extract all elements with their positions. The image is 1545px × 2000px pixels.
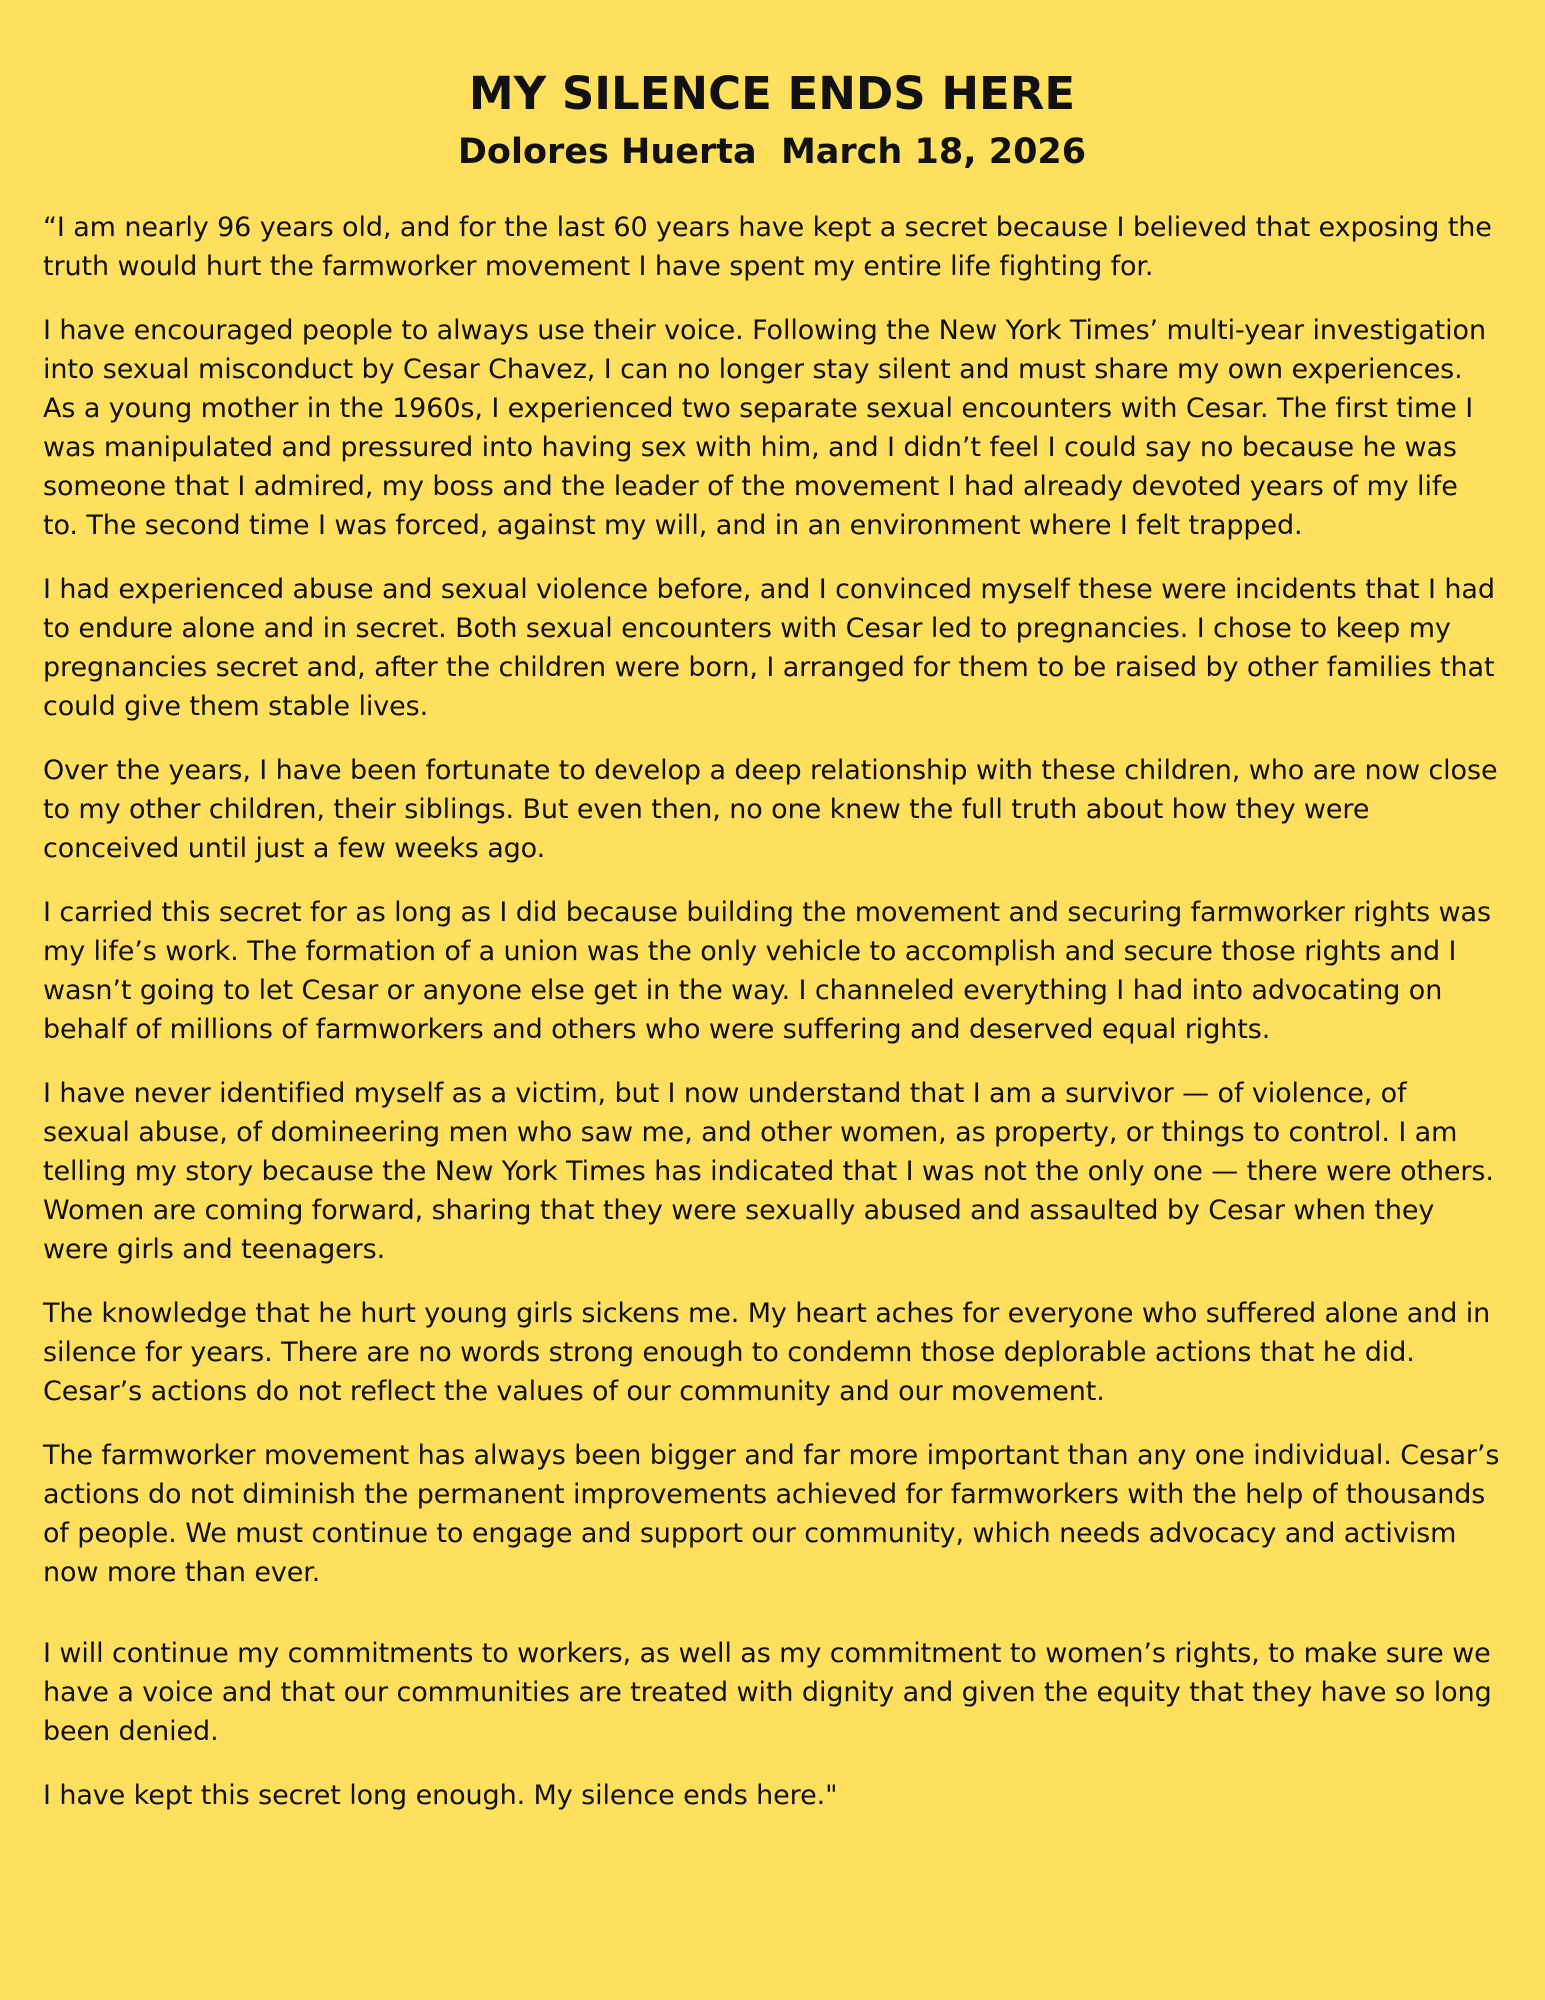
paragraph-10: I have kept this secret long enough. My silence ends here." [43,1780,838,1811]
statement-body [43,208,1501,1815]
paragraph-8: The farmworker movement has always been bigger and far more important than any one individual. Cesar’s actions do not diminish the permanent improvements achieved for farmworkers with the help of thousands of people. We must continue to engage and support our community, which needs advocacy and activism now more than ever. [43,1440,1500,1588]
paragraph-5: I carried this secret for as long as I did because building the movement and securing farmworker rights was my life’s work. The formation of a union was the only vehicle to accomplish and secure those rights and I wasn’t going to let Cesar or anyone else get in the way. I channeled everything I had into advocating on behalf of millions of farmworkers and others who were suffering and deserved equal rights. [43,897,1491,1045]
paragraph-7: The knowledge that he hurt young girls sickens me. My heart aches for everyone who suffered alone and in silence for years. There are no words strong enough to condemn those deplorable actions that he did. Cesar’s actions do not reflect the values of our community and our movement. [43,1298,1491,1407]
statement-date: March 18, 2026 [780,132,1087,172]
paragraph-9: I will continue my commitments to workers, as well as my commitment to women’s rights, to make sure we have a voice and that our communities are treated with dignity and given the equity that they have so long been denied. [43,1638,1492,1747]
paragraph-1: “I am nearly 96 years old, and for the last 60 years have kept a secret because I believed that exposing the truth would hurt the farmworker movement I have spent my entire life fighting for. [43,212,1492,282]
paragraph-2: I have encouraged people to always use their voice. Following the New York Times’ multi-year investigation into sexual misconduct by Cesar Chavez, I can no longer stay silent and must share my own experiences. As a young mother in the 1960s, I experienced two separate sexual encounters with Cesar. The first time I was manipulated and pressured into having sex with him, and I didn’t feel I could say no because he was someone that I admired, my boss and the leader of the movement I had already devoted years of my life to. The second time I was forced, against my will, and in an environment where I felt trapped. [43,315,1486,541]
paragraph-3: I had experienced abuse and sexual violence before, and I convinced myself these were incidents that I had to endure alone and in secret. Both sexual encounters with Cesar led to pregnancies. I chose to keep my pregnancies secret and, after the children were born, I arranged for them to be raised by other families that could give them stable lives. [43,574,1495,722]
paragraph-4: Over the years, I have been fortunate to develop a deep relationship with these children, who are now close to my other children, their siblings. But even then, no one knew the full truth about how they were conceived until just a few weeks ago. [43,755,1498,864]
document-title: MY SILENCE ENDS HERE [468,67,1076,120]
byline [43,130,1501,174]
author-name: Dolores Huerta [457,132,757,172]
paragraph-6: I have never identified myself as a victim, but I now understand that I am a survivor — of violence, of sexual abuse, of domineering men who saw me, and other women, as property, or things to control. I am telling my story because the New York Times has indicated that I was not the only one — there were others. Women are coming forward, sharing that they were sexually abused and assaulted by Cesar when they were girls and teenagers. [43,1078,1494,1265]
